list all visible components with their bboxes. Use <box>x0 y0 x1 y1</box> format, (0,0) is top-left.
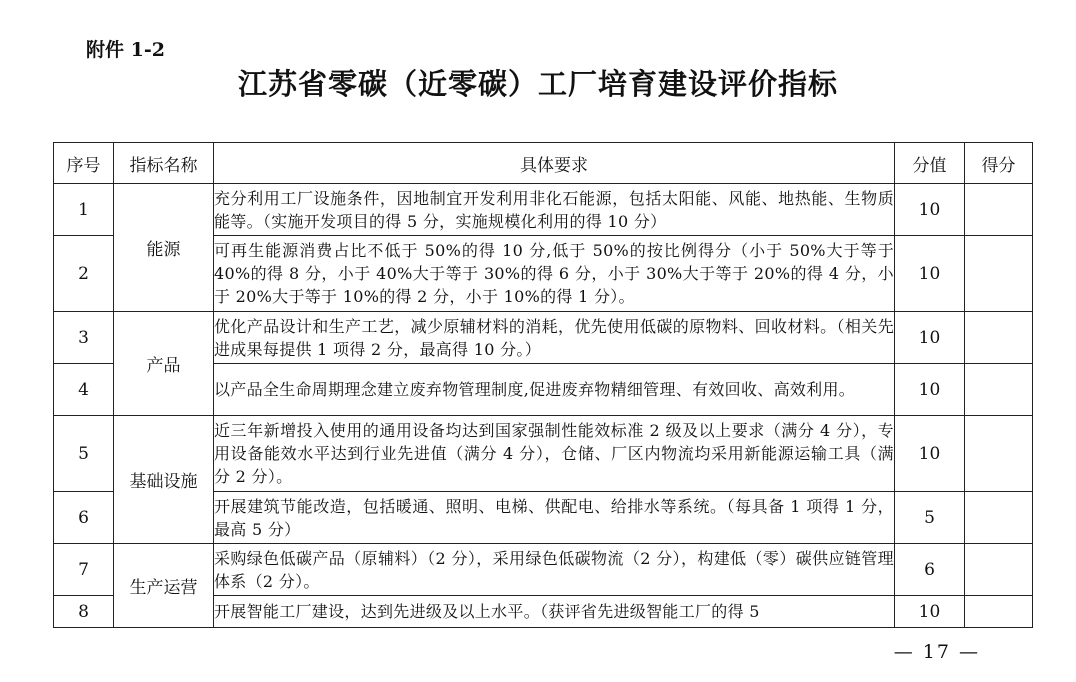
col-header-obtained: 得分 <box>965 143 1033 184</box>
col-header-indicator: 指标名称 <box>114 143 214 184</box>
obtained-score-cell <box>965 544 1033 596</box>
score-value: 6 <box>895 544 965 596</box>
score-value: 10 <box>895 236 965 312</box>
category-product: 产品 <box>114 312 214 416</box>
requirement-text: 开展建筑节能改造，包括暖通、照明、电梯、供配电、给排水等系统。（每具备 1 项得 1 分，最高 5 分） <box>214 492 895 544</box>
requirement-text: 采购绿色低碳产品（原辅料）（2 分），采用绿色低碳物流（2 分），构建低（零）碳供应链管理体系（2 分）。 <box>214 544 895 596</box>
table-row <box>54 416 1033 492</box>
score-value: 10 <box>895 312 965 364</box>
evaluation-table <box>53 142 1033 628</box>
row-number: 5 <box>54 416 114 492</box>
row-number: 2 <box>54 236 114 312</box>
requirement-text: 可再生能源消费占比不低于 50%的得 10 分,低于 50%的按比例得分（小于 50%大于等于 40%的得 8 分，小于 40%大于等于 30%的得 6 分，小于 30%大于等于 20%的得 4 分，小于 20%大于等于 10%的得 2 分，小于 10%的得 1 分）。 <box>214 236 895 312</box>
obtained-score-cell <box>965 492 1033 544</box>
document-title: 江苏省零碳（近零碳）工厂培育建设评价指标 <box>237 67 838 101</box>
requirement-text: 开展智能工厂建设，达到先进级及以上水平。（获评省先进级智能工厂的得 5 <box>214 596 895 628</box>
row-number: 3 <box>54 312 114 364</box>
table-row <box>54 184 1033 236</box>
score-value: 10 <box>895 364 965 416</box>
category-operations: 生产运营 <box>114 544 214 628</box>
obtained-score-cell <box>965 596 1033 628</box>
score-value: 10 <box>895 184 965 236</box>
row-number: 1 <box>54 184 114 236</box>
obtained-score-cell <box>965 312 1033 364</box>
row-number: 8 <box>54 596 114 628</box>
requirement-text: 优化产品设计和生产工艺，减少原辅材料的消耗，优先使用低碳的原物料、回收材料。（相关先进成果每提供 1 项得 2 分，最高得 10 分。） <box>214 312 895 364</box>
score-value: 10 <box>895 596 965 628</box>
table-header-row <box>54 143 1033 184</box>
score-value: 5 <box>895 492 965 544</box>
row-number: 6 <box>54 492 114 544</box>
requirement-text: 近三年新增投入使用的通用设备均达到国家强制性能效标准 2 级及以上要求（满分 4 分），专用设备能效水平达到行业先进值（满分 4 分），仓储、厂区内物流均采用新能源运输工具（满分 2 分）。 <box>214 416 895 492</box>
table-row <box>54 544 1033 596</box>
col-header-num: 序号 <box>54 143 114 184</box>
row-number: 7 <box>54 544 114 596</box>
category-energy: 能源 <box>114 184 214 312</box>
page-number: — 17 — <box>893 641 980 663</box>
attachment-label: 附件 1-2 <box>86 39 165 61</box>
table-row <box>54 312 1033 364</box>
requirement-text: 以产品全生命周期理念建立废弃物管理制度,促进废弃物精细管理、有效回收、高效利用。 <box>214 364 895 416</box>
col-header-requirements: 具体要求 <box>214 143 895 184</box>
row-number: 4 <box>54 364 114 416</box>
score-value: 10 <box>895 416 965 492</box>
obtained-score-cell <box>965 184 1033 236</box>
category-infrastructure: 基础设施 <box>114 416 214 544</box>
obtained-score-cell <box>965 364 1033 416</box>
obtained-score-cell <box>965 416 1033 492</box>
obtained-score-cell <box>965 236 1033 312</box>
requirement-text: 充分利用工厂设施条件，因地制宜开发利用非化石能源，包括太阳能、风能、地热能、生物质能等。（实施开发项目的得 5 分，实施规模化利用的得 10 分） <box>214 184 895 236</box>
col-header-score: 分值 <box>895 143 965 184</box>
